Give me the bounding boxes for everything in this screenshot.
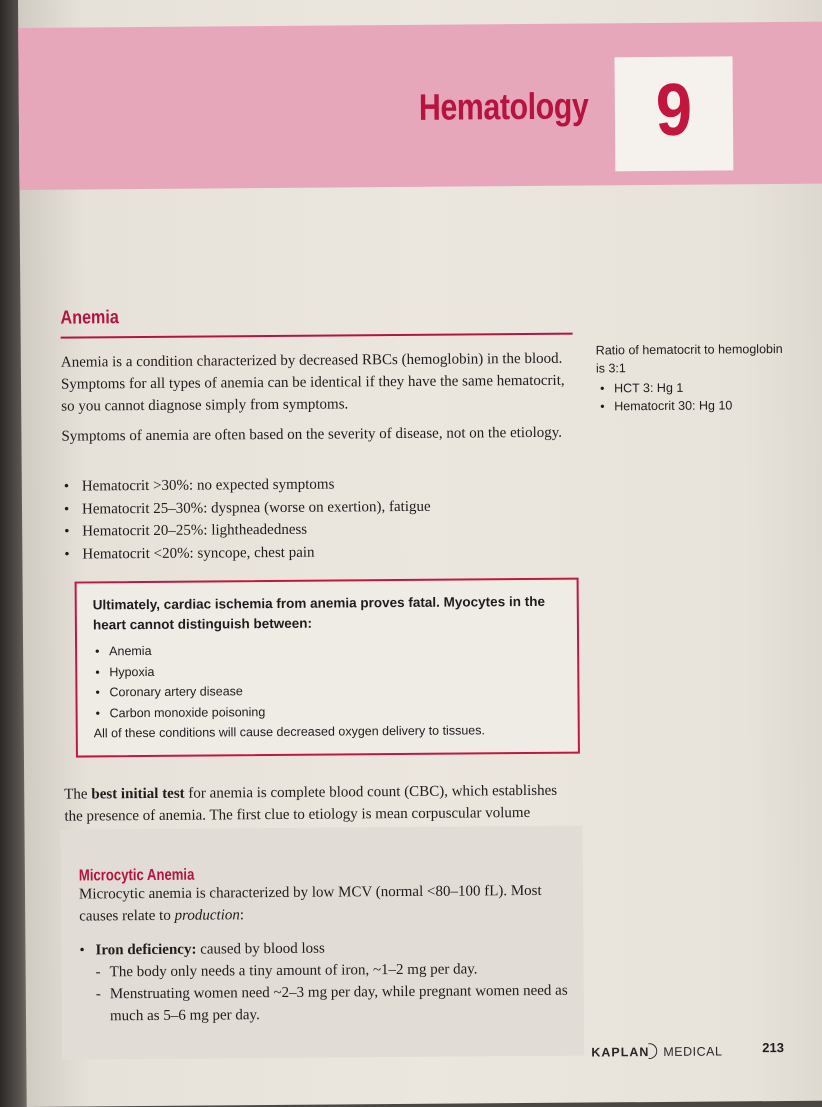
list-item: • HCT 3: Hg 1 [596,378,786,397]
callout-heading: Ultimately, cardiac ischemia from anemia proves fatal. Myocytes in the heart cannot distinguish between: [92,593,545,633]
list-item: • Carbon monoxide poisoning [94,702,266,724]
iron-label: Iron deficiency: [95,941,197,959]
list-item: • Hematocrit 30: Hg 10 [596,396,786,415]
anemia-intro-paragraph: Anemia is a condition characterized by decreased RBCs (hemoglobin) in the blood. Symptoms for all types of anemia can be identical if they have the same hematocrit, so you cannot diagnose simply from symptoms. [60,350,565,415]
callout-box [75,578,580,758]
publisher-logo [591,1043,722,1060]
margin-note-list [596,378,786,415]
hematocrit-text: no expected symptoms [193,476,335,494]
hematocrit-label: Hematocrit >30%: [81,477,194,495]
margin-note-title: Ratio of hematocrit to hemoglobin is 3:1 [595,342,783,376]
section-heading-microcytic: Microcytic Anemia [78,866,195,885]
brand-swoosh-icon [648,1043,657,1059]
hematocrit-label: Hematocrit <20%: [82,545,194,563]
hematocrit-label: Hematocrit 20–25%: [82,522,208,540]
iron-deficiency-list [79,936,580,1028]
hematocrit-list [62,472,573,566]
microcytic-intro-b: : [239,907,245,924]
iron-text: caused by blood loss [196,940,325,958]
sub-list-item: - The body only needs a tiny amount of iron, ~1–2 mg per day. [80,958,580,984]
best-test-bold: best initial test [91,785,185,803]
chapter-number-box [614,56,733,171]
brand-medical: MEDICAL [663,1044,723,1059]
hematocrit-text: syncope, chest pain [193,544,315,562]
best-test-rest: for anemia is complete blood count (CBC), which establishes the presence of anemia. The first clue to etiology is mean corpuscular volume [64,782,558,825]
hematocrit-text: dyspnea (worse on exertion), fatigue [207,498,431,517]
hematocrit-label: Hematocrit 25–30%: [81,500,208,518]
list-item [62,539,572,566]
book-page [18,0,822,1107]
callout-list [93,640,265,723]
microcytic-intro-em: production [174,907,240,924]
brand-kaplan: KAPLAN [591,1045,650,1060]
list-item: • Hypoxia [93,661,265,683]
sub-list-item: - Menstruating women need ~2–3 mg per day, while pregnant women need as much as 5–6 mg per day. [80,980,580,1028]
list-item: • Coronary artery disease [93,681,265,703]
anemia-severity-paragraph: Symptoms of anemia are often based on the severity of disease, not on the etiology. [61,424,563,445]
microcytic-intro-paragraph [79,880,579,928]
best-test-lead: The [64,786,92,803]
hematocrit-text: lightheadedness [207,521,308,539]
section-rule [61,333,573,339]
section-heading-anemia: Anemia [60,307,119,329]
callout-footer: All of these conditions will cause decreased oxygen delivery to tissues. [93,723,485,741]
chapter-title: Hematology [418,85,589,128]
list-item: • Anemia [93,640,265,662]
chapter-number: 9 [655,67,693,151]
page-number: 213 [762,1040,785,1056]
microcytic-intro-a: Microcytic anemia is characterized by low MCV (normal <80–100 fL). Most causes relate to [78,882,542,925]
margin-note [596,340,787,415]
